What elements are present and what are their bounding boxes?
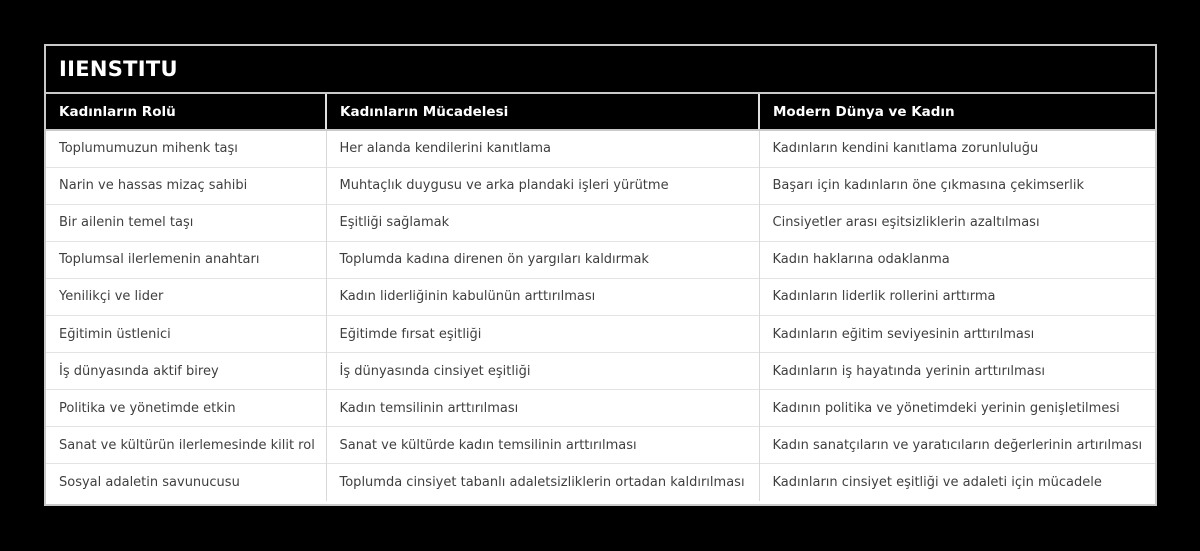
table-cell: Her alanda kendilerini kanıtlama <box>326 130 759 167</box>
table-cell: Cinsiyetler arası eşitsizliklerin azaltılması <box>759 204 1155 241</box>
column-header-modern-dunya-ve-kadin: Modern Dünya ve Kadın <box>759 94 1155 130</box>
table-cell: Toplumda cinsiyet tabanlı adaletsizliklerin ortadan kaldırılması <box>326 464 759 501</box>
table-cell: Toplumsal ilerlemenin anahtarı <box>46 241 326 278</box>
table-cell: Kadınların cinsiyet eşitliği ve adaleti için mücadele <box>759 464 1155 501</box>
column-header-kadinlarin-mucadelesi: Kadınların Mücadelesi <box>326 94 759 130</box>
table-cell: Eşitliği sağlamak <box>326 204 759 241</box>
women-roles-table <box>46 94 1155 501</box>
table-row <box>46 204 1155 241</box>
table-cell: Kadınların liderlik rollerini arttırma <box>759 278 1155 315</box>
table-row <box>46 427 1155 464</box>
table-cell: Sosyal adaletin savunucusu <box>46 464 326 501</box>
table-cell: Sanat ve kültürde kadın temsilinin arttırılması <box>326 427 759 464</box>
table-cell: Eğitimin üstlenici <box>46 315 326 352</box>
table-row <box>46 315 1155 352</box>
table-cell: Eğitimde fırsat eşitliği <box>326 315 759 352</box>
title-bar <box>46 46 1155 94</box>
table-cell: Narin ve hassas mizaç sahibi <box>46 167 326 204</box>
table-cell: Toplumumuzun mihenk taşı <box>46 130 326 167</box>
table-row <box>46 130 1155 167</box>
table-row <box>46 167 1155 204</box>
table-cell: Politika ve yönetimde etkin <box>46 390 326 427</box>
table-row <box>46 390 1155 427</box>
table-cell: Kadınların kendini kanıtlama zorunluluğu <box>759 130 1155 167</box>
table-cell: Kadının politika ve yönetimdeki yerinin genişletilmesi <box>759 390 1155 427</box>
table-cell: Kadınların iş hayatında yerinin arttırılması <box>759 353 1155 390</box>
table-cell: Muhtaçlık duygusu ve arka plandaki işleri yürütme <box>326 167 759 204</box>
table-row <box>46 464 1155 501</box>
table-cell: Kadınların eğitim seviyesinin arttırılması <box>759 315 1155 352</box>
table-body <box>46 130 1155 501</box>
table-cell: İş dünyasında aktif birey <box>46 353 326 390</box>
table-cell: Bir ailenin temel taşı <box>46 204 326 241</box>
table-panel <box>44 44 1157 506</box>
column-header-kadinlarin-rolu: Kadınların Rolü <box>46 94 326 130</box>
table-cell: Kadın haklarına odaklanma <box>759 241 1155 278</box>
page-title: IIENSTITU <box>59 57 178 81</box>
table-row <box>46 353 1155 390</box>
table-cell: Sanat ve kültürün ilerlemesinde kilit rol <box>46 427 326 464</box>
table-cell: Kadın sanatçıların ve yaratıcıların değerlerinin artırılması <box>759 427 1155 464</box>
header-row <box>46 94 1155 130</box>
table-row <box>46 241 1155 278</box>
table-row <box>46 278 1155 315</box>
table-cell: İş dünyasında cinsiyet eşitliği <box>326 353 759 390</box>
table-cell: Başarı için kadınların öne çıkmasına çekimserlik <box>759 167 1155 204</box>
table-cell: Toplumda kadına direnen ön yargıları kaldırmak <box>326 241 759 278</box>
table-cell: Kadın temsilinin arttırılması <box>326 390 759 427</box>
table-cell: Yenilikçi ve lider <box>46 278 326 315</box>
table-cell: Kadın liderliğinin kabulünün arttırılması <box>326 278 759 315</box>
